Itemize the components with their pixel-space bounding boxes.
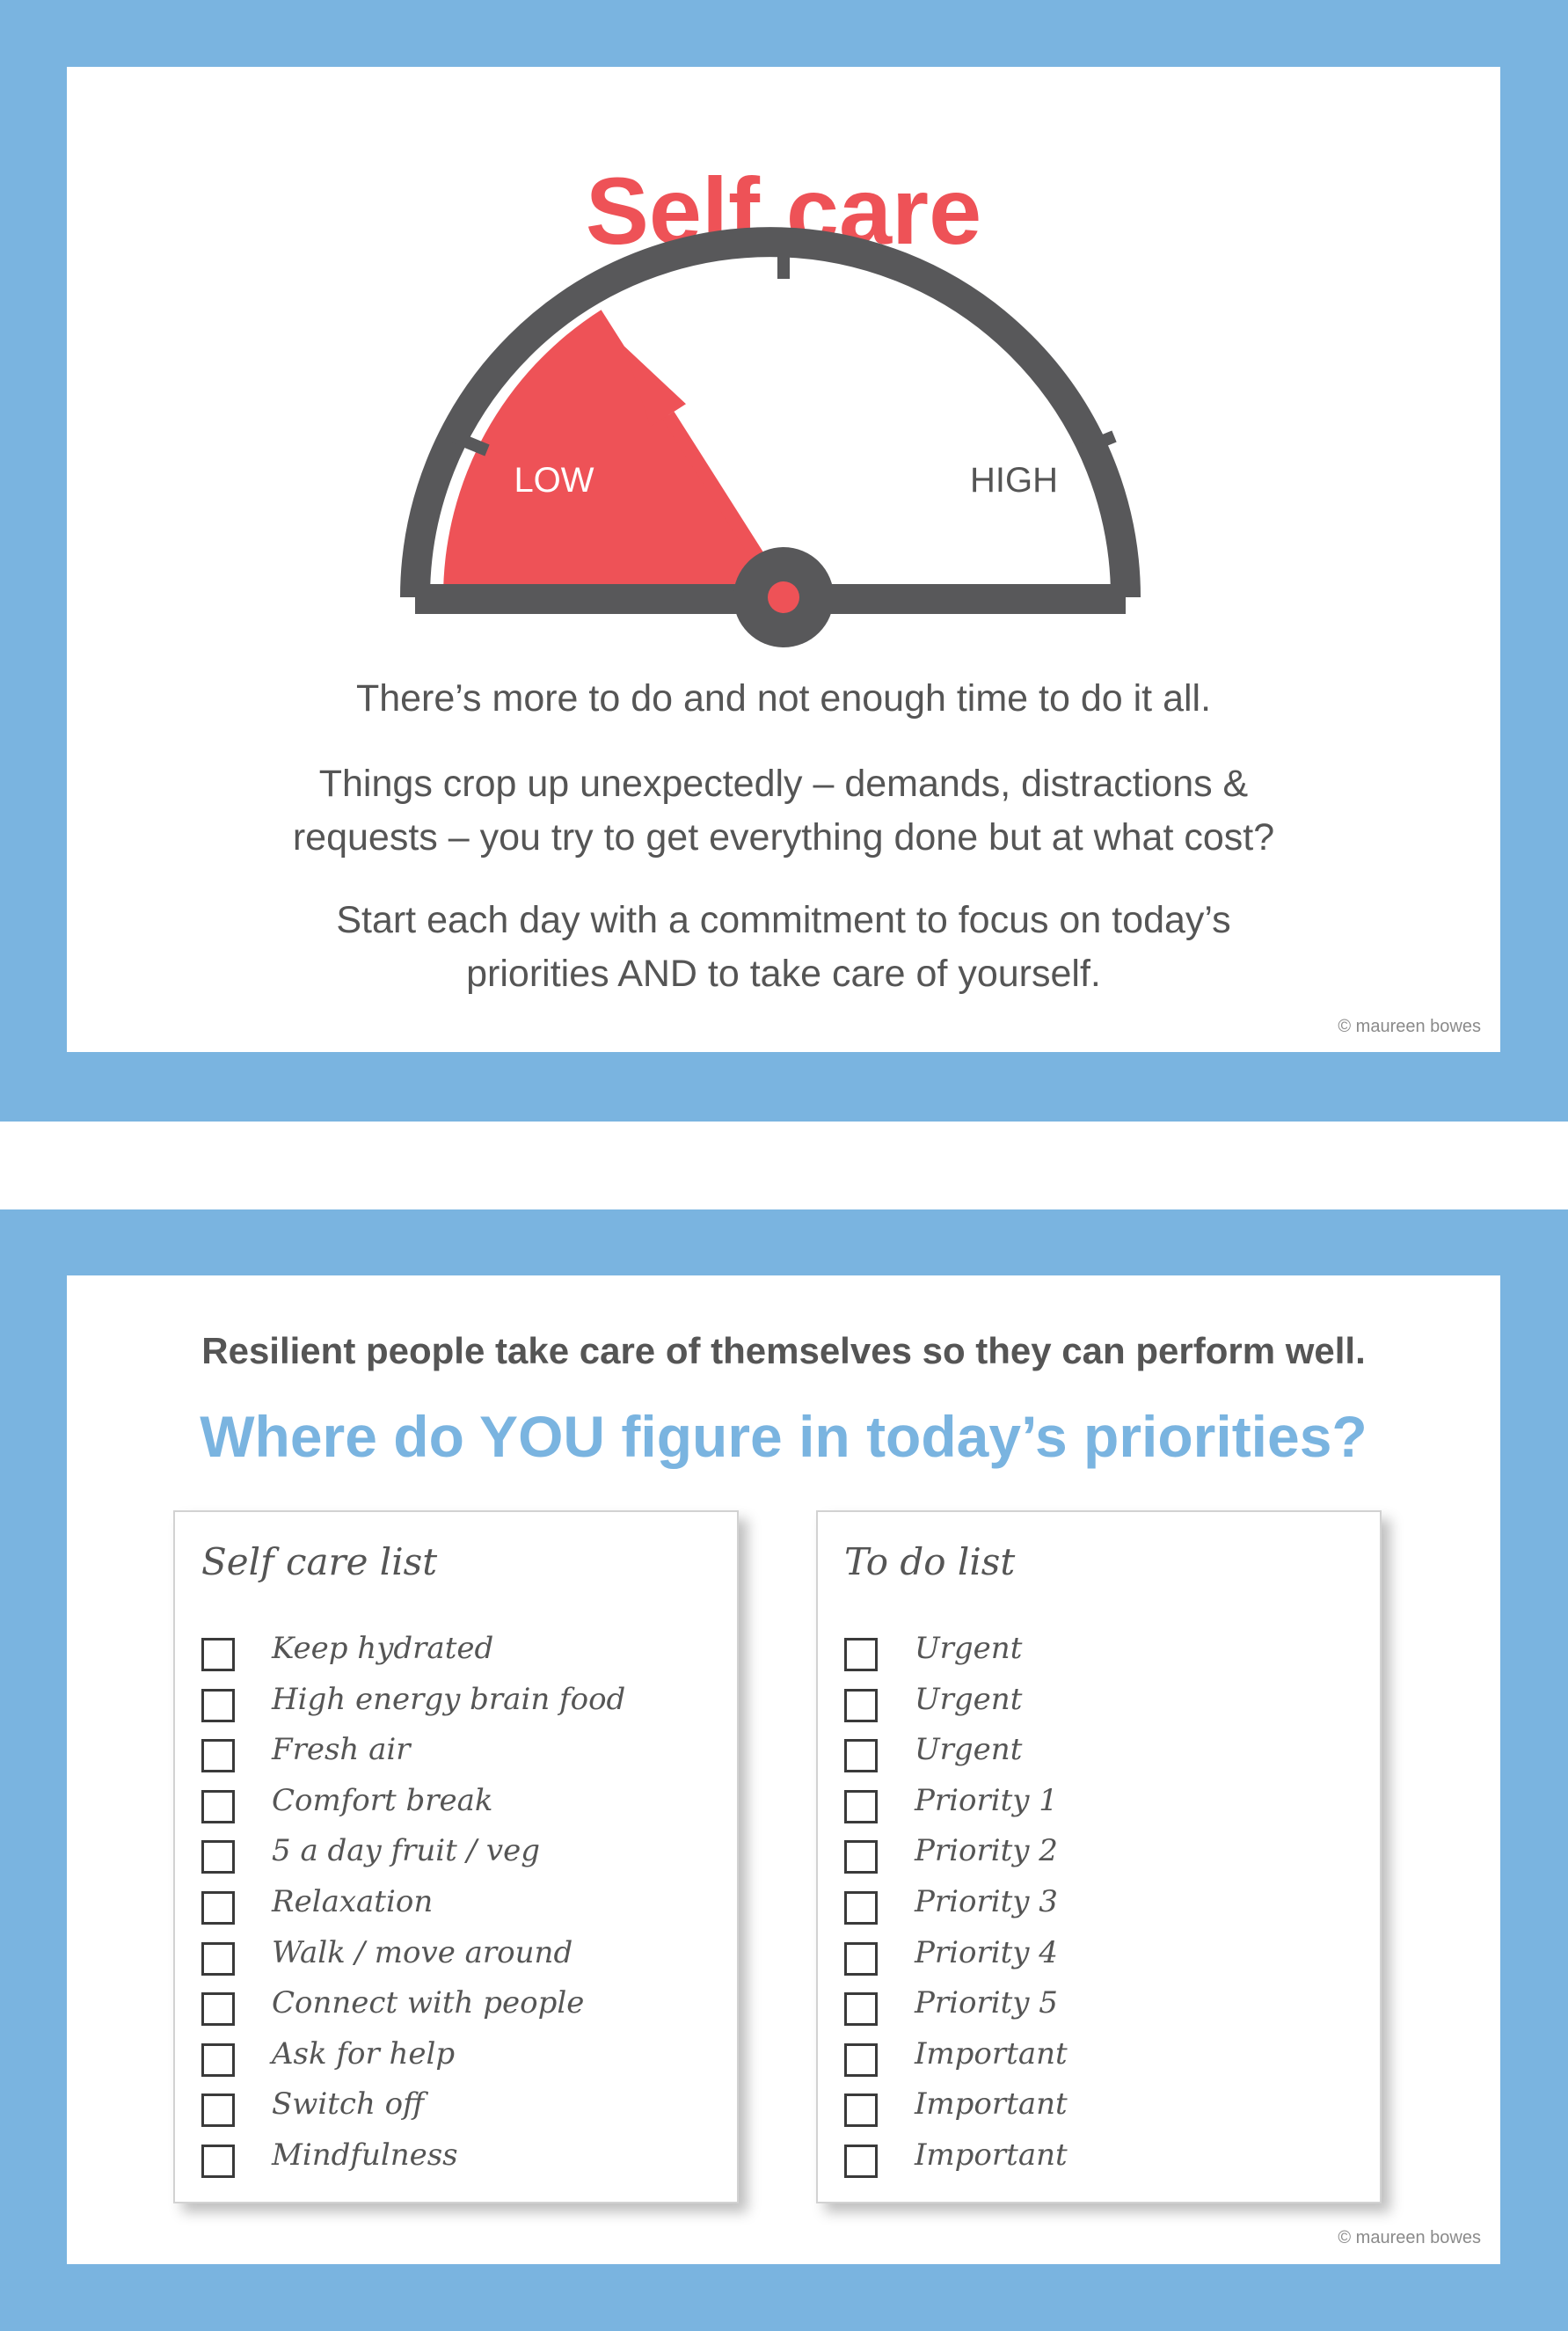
checkbox[interactable] (844, 2094, 878, 2127)
checklist-item-label: High energy brain food (272, 1681, 626, 1717)
paragraph-line: Start each day with a commitment to focus on today’s (336, 899, 1231, 941)
checkbox[interactable] (201, 1638, 235, 1671)
checkbox[interactable] (844, 1840, 878, 1874)
checkbox[interactable] (844, 2145, 878, 2178)
checklist-item-label: Switch off (272, 2086, 425, 2123)
checklist-item-label: Relaxation (272, 1883, 434, 1919)
checkbox[interactable] (844, 1638, 878, 1671)
checklist-item-label: Urgent (915, 1631, 1023, 1666)
checkbox[interactable] (201, 1942, 235, 1976)
checklist-item-label: Important (915, 2086, 1068, 2123)
checkbox[interactable] (201, 2145, 235, 2178)
checklist-item-label: Priority 3 (915, 1883, 1058, 1919)
checkbox[interactable] (844, 1992, 878, 2026)
page-title: Self care (585, 157, 982, 264)
checkbox[interactable] (844, 1689, 878, 1722)
intro-paragraph-1 (67, 672, 1500, 726)
copyright-notice: © maureen bowes (1338, 2228, 1481, 2247)
checklist-item-label: Priority 4 (915, 1934, 1058, 1970)
paragraph-line: Things crop up unexpectedly – demands, distractions & (318, 763, 1249, 805)
checklist-item-label: 5 a day fruit / veg (272, 1833, 541, 1869)
checklist-item-label: Comfort break (272, 1782, 493, 1818)
checklist-item-label: Mindfulness (272, 2137, 458, 2173)
checkbox[interactable] (844, 1790, 878, 1823)
checkbox[interactable] (201, 2043, 235, 2077)
checkbox[interactable] (844, 1891, 878, 1925)
self-care-gauge (67, 67, 1500, 683)
checklist-item-label: Urgent (915, 1681, 1023, 1717)
checkbox[interactable] (201, 1689, 235, 1722)
checklist-item-label: Priority 5 (915, 1985, 1058, 2021)
checklist-item-label: Priority 2 (915, 1833, 1058, 1869)
checklist-item-label: Important (915, 2035, 1068, 2072)
copyright-notice: © maureen bowes (1338, 1017, 1481, 1036)
checkbox[interactable] (201, 1840, 235, 1874)
checklist-item-label: Keep hydrated (272, 1631, 494, 1666)
checklist-item-label: Ask for help (272, 2035, 456, 2072)
todo-list-title: To do list (844, 1540, 1016, 1583)
gauge-low-label: LOW (514, 461, 594, 500)
intro-paragraph-2 (67, 757, 1500, 865)
self-care-list-title: Self care list (201, 1540, 438, 1583)
priorities-checklist-card (67, 1275, 1500, 2264)
self-care-list-card (173, 1510, 739, 2203)
resilience-subheading: Resilient people take care of themselves so they can perform well. (201, 1330, 1366, 1371)
checklist-item-label: Walk / move around (272, 1934, 573, 1970)
checkbox[interactable] (201, 1891, 235, 1925)
checklist-item-label: Important (915, 2137, 1068, 2173)
checkbox[interactable] (844, 1739, 878, 1772)
gauge-hub-center (768, 581, 799, 613)
paragraph-line: priorities AND to take care of yourself. (466, 953, 1101, 995)
paragraph-line: There’s more to do and not enough time to do it all. (355, 677, 1212, 720)
intro-paragraph-3 (67, 894, 1500, 1001)
self-care-gauge-card (67, 67, 1500, 1052)
checklist-item-label: Priority 1 (915, 1782, 1058, 1818)
checkbox[interactable] (201, 1992, 235, 2026)
checklist-item-label: Urgent (915, 1732, 1023, 1768)
priorities-question: Where do YOU figure in today’s priorities? (200, 1404, 1367, 1469)
gauge-high-label: HIGH (970, 461, 1058, 500)
checkbox[interactable] (201, 2094, 235, 2127)
checklist-item-label: Fresh air (272, 1732, 411, 1768)
checklist-item-label: Connect with people (272, 1985, 585, 2021)
checkbox[interactable] (201, 1739, 235, 1772)
checkbox[interactable] (201, 1790, 235, 1823)
todo-list-card (816, 1510, 1382, 2203)
checkbox[interactable] (844, 1942, 878, 1976)
checkbox[interactable] (844, 2043, 878, 2077)
paragraph-line: requests – you try to get everything done but at what cost? (292, 816, 1275, 859)
